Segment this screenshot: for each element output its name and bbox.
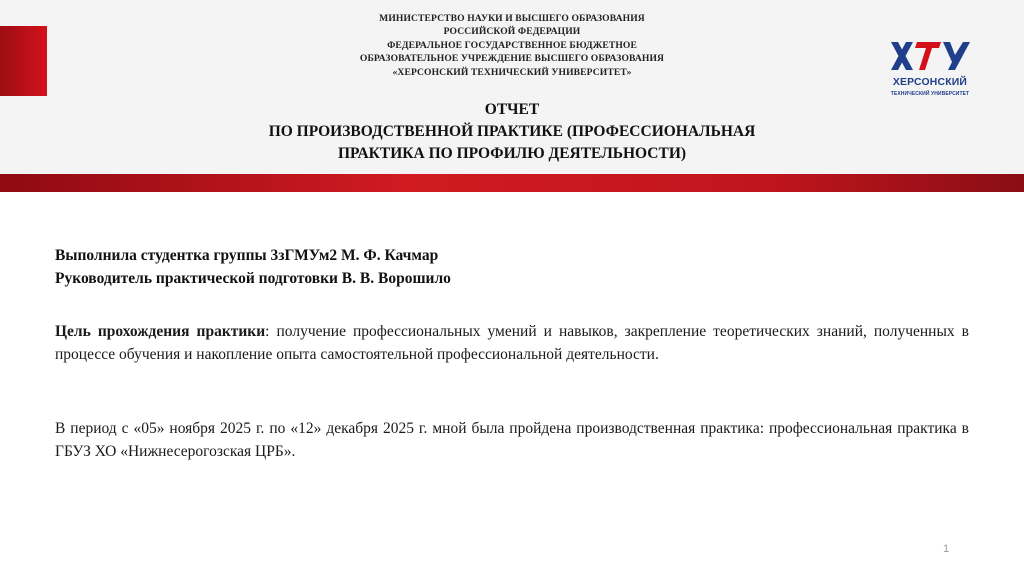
ministry-line: «ХЕРСОНСКИЙ ТЕХНИЧЕСКИЙ УНИВЕРСИТЕТ»: [392, 66, 632, 78]
red-accent-block: [0, 26, 47, 96]
ministry-line: МИНИСТЕРСТВО НАУКИ И ВЫСШЕГО ОБРАЗОВАНИЯ: [379, 13, 645, 24]
ministry-line: ФЕДЕРАЛЬНОЕ ГОСУДАРСТВЕННОЕ БЮДЖЕТНОЕ: [387, 39, 637, 51]
university-logo: [880, 40, 980, 102]
logo-subtitle: ТЕХНИЧЕСКИЙ УНИВЕРСИТЕТ: [890, 91, 970, 97]
goal-paragraph: [55, 320, 969, 366]
title-line: ПО ПРОИЗВОДСТВЕННОЙ ПРАКТИКЕ (ПРОФЕССИОНАЛЬНАЯ: [268, 123, 756, 140]
red-divider-stripe: [0, 174, 1024, 192]
logo-name: ХЕРСОНСКИЙ: [892, 77, 968, 88]
ministry-line: РОССИЙСКОЙ ФЕДЕРАЦИИ: [443, 26, 581, 38]
ministry-heading: [262, 12, 762, 79]
xtu-logo-mark-icon: [889, 40, 971, 72]
performer-line: Выполнила студентка группы 3зГМУм2 М. Ф. Качмар: [55, 247, 439, 264]
supervisor-line: Руководитель практической подготовки В. В. Ворошило: [55, 270, 451, 287]
ministry-line: ОБРАЗОВАТЕЛЬНОЕ УЧРЕЖДЕНИЕ ВЫСШЕГО ОБРАЗОВАНИЯ: [359, 53, 665, 65]
page-number: 1: [942, 543, 950, 555]
goal-label: Цель прохождения практики: [55, 323, 266, 340]
period-paragraph: В период с «05» ноября 2025 г. по «12» декабря 2025 г. мной была пройдена производственная практика: профессиональная практика в ГБУЗ ХО «Нижнесерогозская ЦРБ».: [55, 420, 969, 460]
goal-text: : получение профессиональных умений и навыков, закрепление теоретических знаний, полученных в процессе обучения и накопление опыта самостоятельной профессиональной деятельности.: [55, 323, 969, 363]
title-line: ПРАКТИКА ПО ПРОФИЛЮ ДЕЯТЕЛЬНОСТИ): [337, 145, 687, 162]
performer-block: [55, 244, 975, 290]
report-title: [172, 99, 852, 165]
title-line: ОТЧЕТ: [484, 101, 540, 118]
